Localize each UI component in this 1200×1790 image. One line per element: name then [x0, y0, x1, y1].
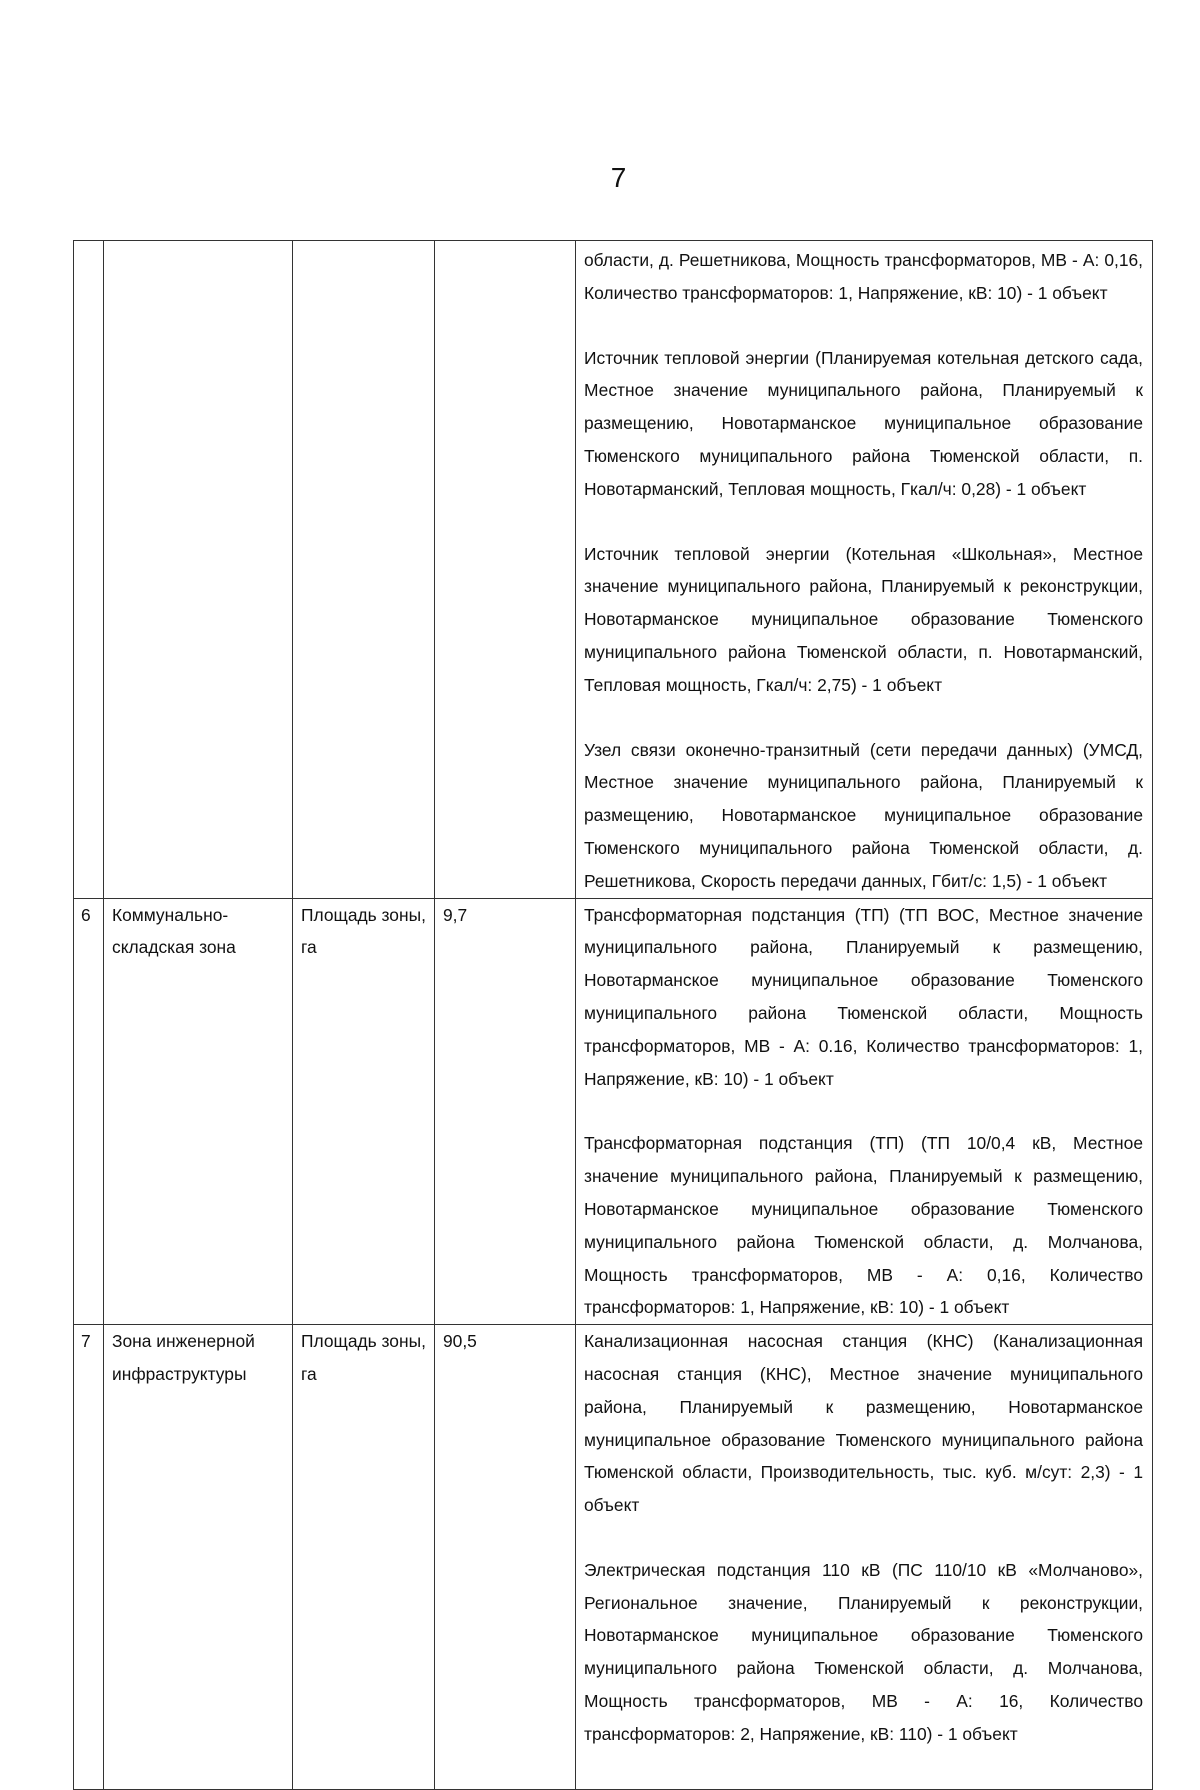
zones-table: [73, 240, 1153, 1790]
row-number-cell: [74, 241, 104, 899]
row-number-cell: 6: [74, 898, 104, 1325]
objects-cell: [576, 898, 1153, 1325]
object-paragraph: Канализационная насосная станция (КНС) (Канализационная насосная станция (КНС), Местное значение муниципального района, Планируемый к размещению, Новотарманское муниципальное образование Тюменского муниципального района Тюменской области, Производительность, тыс. куб. м/сут: 2,3) - 1 объект: [584, 1331, 1143, 1516]
object-paragraph: Электрическая подстанция 110 кВ (ПС 110/10 кВ «Молчаново», Региональное значение, Планируемый к реконструкции, Новотарманское муниципальное образование Тюменского муниципального района Тюменской области, д. Молчанова, Мощность трансформаторов, МВ - А: 16, Количество трансформаторов: 2, Напряжение, кВ: 110) - 1 объект: [584, 1559, 1143, 1744]
objects-cell: [576, 1325, 1153, 1790]
parameter-cell: Площадь зоны, га: [293, 898, 435, 1325]
object-paragraph: области, д. Решетникова, Мощность трансформаторов, МВ - А: 0,16, Количество трансформаторов: 1, Напряжение, кВ: 10) - 1 объект: [584, 250, 1143, 303]
value-cell: 9,7: [435, 898, 576, 1325]
zone-name-cell: [104, 241, 293, 899]
object-paragraph: Источник тепловой энергии (Планируемая котельная детского сада, Местное значение муниципального района, Планируемый к размещению, Новотарманское муниципальное образование Тюменского муниципального района Тюменской области, п. Новотарманский, Тепловая мощность, Гкал/ч: 0,28) - 1 объект: [584, 347, 1143, 499]
table-row: [74, 898, 1153, 1325]
zone-name-cell: Коммунально-складская зона: [104, 898, 293, 1325]
parameter-cell: [293, 241, 435, 899]
object-paragraph: Трансформаторная подстанция (ТП) (ТП 10/0,4 кВ, Местное значение муниципального района, Планируемый к размещению, Новотарманское муниципальное образование Тюменского муниципального района Тюменской области, д. Молчанова, Мощность трансформаторов, МВ - А: 0,16, Количество трансформаторов: 1, Напряжение, кВ: 10) - 1 объект: [584, 1133, 1143, 1318]
page-number: 7: [610, 162, 627, 193]
object-paragraph: Узел связи оконечно-транзитный (сети передачи данных) (УМСД, Местное значение муниципального района, Планируемый к размещению, Новотарманское муниципальное образование Тюменского муниципального района Тюменской области, д. Решетникова, Скорость передачи данных, Гбит/с: 1,5) - 1 объект: [584, 739, 1143, 891]
object-paragraph: Трансформаторная подстанция (ТП) (ТП ВОС, Местное значение муниципального района, Планируемый к размещению, Новотарманское муниципальное образование Тюменского муниципального района Тюменской области, Мощность трансформаторов, МВ - А: 0.16, Количество трансформаторов: 1, Напряжение, кВ: 10) - 1 объект: [584, 904, 1143, 1089]
objects-cell: [576, 241, 1153, 899]
row-number-cell: 7: [74, 1325, 104, 1790]
value-cell: [435, 241, 576, 899]
table-row: [74, 1325, 1153, 1790]
value-cell: 90,5: [435, 1325, 576, 1790]
zone-name-cell: Зона инженерной инфраструктуры: [104, 1325, 293, 1790]
object-paragraph: Источник тепловой энергии (Котельная «Школьная», Местное значение муниципального района, Планируемый к реконструкции, Новотарманское муниципальное образование Тюменского муниципального района Тюменской области, п. Новотарманский, Тепловая мощность, Гкал/ч: 2,75) - 1 объект: [584, 543, 1143, 695]
table-row: [74, 241, 1153, 899]
parameter-cell: Площадь зоны, га: [293, 1325, 435, 1790]
